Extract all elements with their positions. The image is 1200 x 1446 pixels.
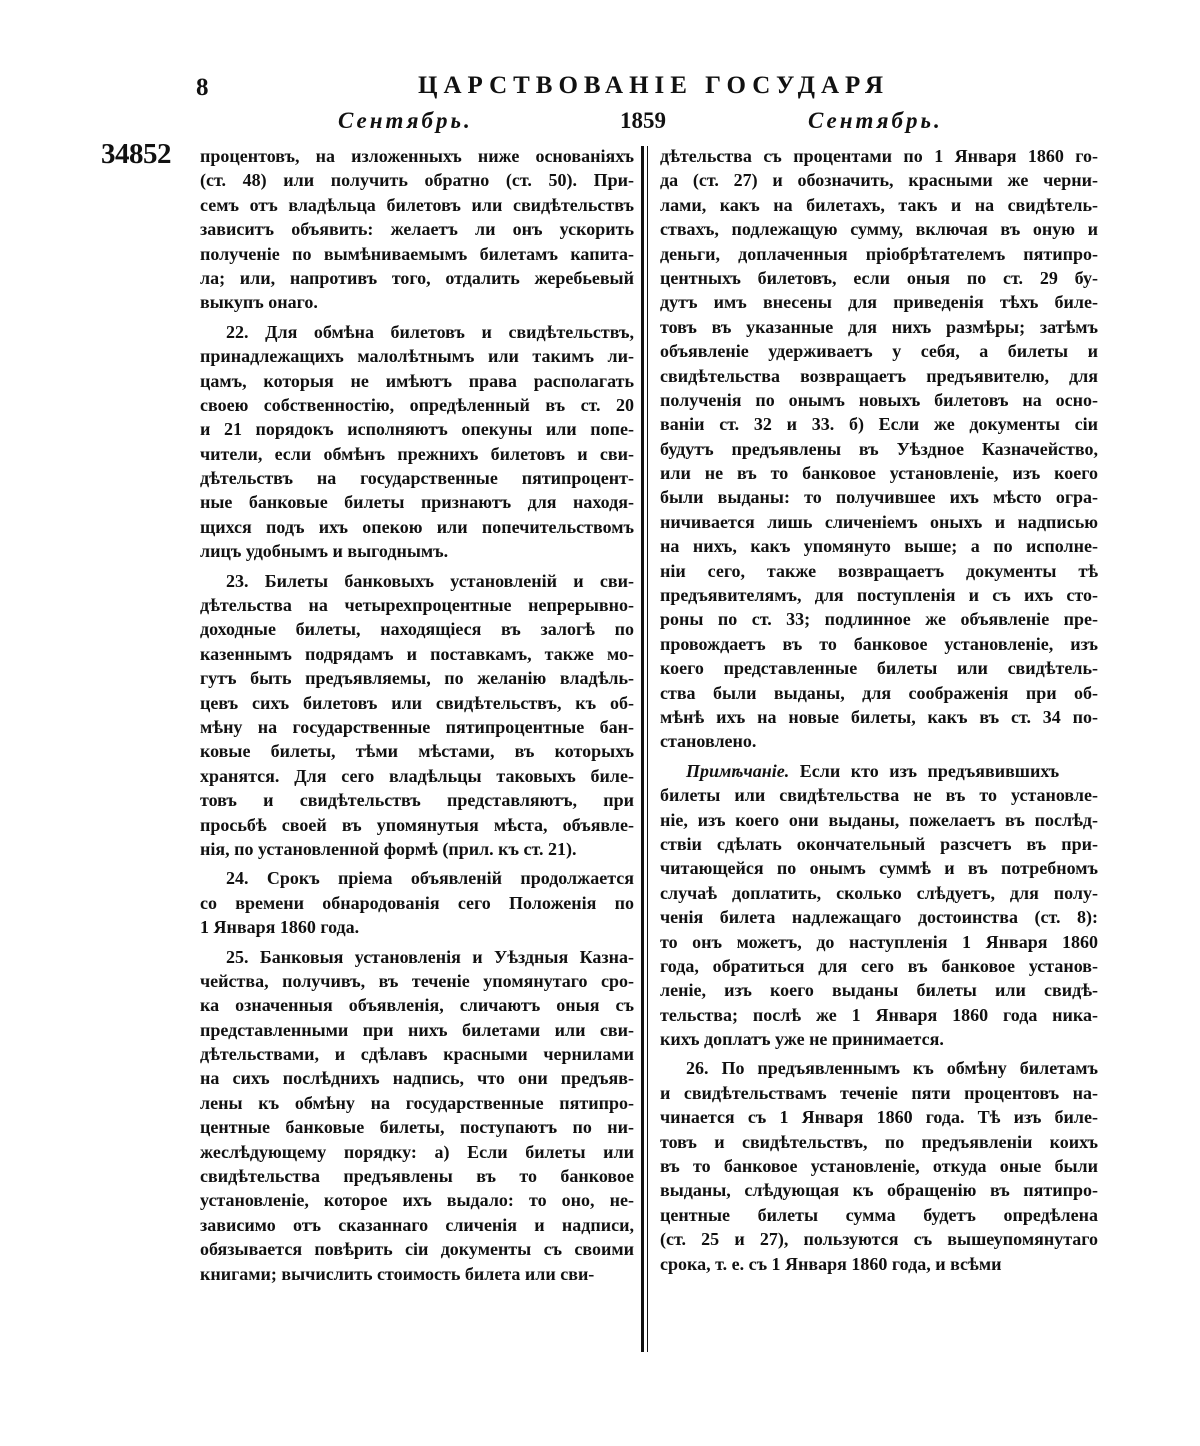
paragraph (660, 759, 1098, 1052)
text-line: и свидѣтельствамъ теченіе пяти процентовъ на- (660, 1082, 1098, 1103)
text-line: объявленіе удерживаетъ у себя, а билеты и (660, 341, 1098, 362)
text-line: цевъ сихъ билетовъ или свидѣтельствъ, къ об- (200, 692, 634, 713)
text-line: роны по ст. 33; подлинное же объявленіе пре- (660, 609, 1098, 630)
text-line: гутъ быть предъявляемы, по желанію владѣль- (200, 668, 634, 689)
text-line: предъявителямъ, для поступленія и съ ихъ сто- (660, 585, 1098, 606)
text-line: случаѣ доплатить, сколько слѣдуетъ, для полу- (660, 882, 1098, 903)
text-line: нія, по установленной формѣ (прил. къ ст. 21). (200, 838, 577, 859)
text-line: жеслѣдующему порядку: а) Если билеты или (200, 1141, 634, 1162)
text-line: деньги, доплаченныя пріобрѣтателемъ пятипро- (660, 243, 1098, 264)
text-line: лены къ обмѣну на государственные пятипро- (200, 1092, 634, 1113)
note-lead: Примѣчаніе. (686, 760, 790, 781)
text-line: казеннымъ подрядамъ и поставкамъ, также мо- (200, 643, 634, 664)
text-line: на нихъ, какъ упомянуто выше; а по исполне- (660, 536, 1098, 557)
text-line: въ то банковое установленіе, откуда оные были (660, 1156, 1098, 1177)
text-line: своею собственностію, опредѣленный въ ст. 20 (200, 394, 634, 415)
text-line: семъ отъ владѣльца билетовъ или свидѣтельствъ (200, 194, 634, 215)
text-line: хранятся. Для сего владѣльцы таковыхъ биле- (200, 765, 634, 786)
text-line: да (ст. 27) и обозначить, красными же черни- (660, 170, 1098, 191)
text-line: года, обратиться для сего въ банковое установ- (660, 955, 1098, 976)
text-line: центные банковые билеты, поступаютъ по ни- (200, 1117, 634, 1138)
text-line: товъ и свидѣтельствъ, по предъявленіи коихъ (660, 1131, 1098, 1152)
text-line: (ст. 25 и 27), пользуются съ вышеупомянутаго (660, 1229, 1098, 1250)
text-line: мѣнѣ ихъ на новые билеты, какъ въ ст. 34 по- (660, 706, 1098, 727)
text-line: центные билеты сумма будетъ опредѣлена (660, 1204, 1098, 1225)
column-divider-thin (647, 146, 648, 1352)
paragraph (200, 320, 634, 564)
text-line: зависитъ объявить: желаетъ ли онъ ускорить (200, 219, 634, 240)
text-line: дѣтельствами, и сдѣлавъ красными чернилами (200, 1044, 634, 1065)
paragraph (200, 569, 634, 862)
text-line: то онъ можетъ, до наступленія 1 Января 1860 (660, 931, 1098, 952)
text-line: лами, какъ на билетахъ, такъ и на свидѣтель- (660, 194, 1098, 215)
text-line: были выданы: то получившее ихъ мѣсто огра- (660, 487, 1098, 508)
text-line: установленіе, которое ихъ выдало: то оно, не- (200, 1190, 634, 1211)
text-line: книгами; вычислить стоимость билета или сви- (200, 1263, 595, 1284)
text-line: ченія билета надлежащаго достоинства (ст. 8): (660, 907, 1098, 928)
text-line: чители, если обмѣнъ прежнихъ билетовъ и сви- (200, 443, 634, 464)
text-line: чейства, получивъ, въ теченіе упомянутаго сро- (200, 970, 634, 991)
text-line: ніе, изъ коего они выданы, пожелаетъ въ послѣд- (660, 809, 1098, 830)
text-line: свидѣтельства предъявлены въ то банковое (200, 1166, 634, 1187)
text-line: ничивается лишь сличеніемъ оныхъ и надписью (660, 511, 1098, 532)
text-line: зависимо отъ сказаннаго сличенія и надписи, (200, 1214, 634, 1235)
paragraph (660, 1056, 1098, 1276)
text-line: просьбѣ своей въ упомянутыя мѣста, объявле- (200, 814, 634, 835)
text-line: дѣтельства съ процентами по 1 Января 1860 го- (660, 146, 1098, 166)
right-column (660, 144, 1098, 1281)
text-line: и 21 порядокъ исполняютъ опекуны или попе- (200, 419, 634, 440)
text-line: принадлежащихъ малолѣтнымъ или такимъ ли- (200, 346, 634, 367)
text-line: будутъ предъявлены въ Уѣздное Казначейство, (660, 438, 1098, 459)
text-line: ные банковые билеты признаютъ для находя- (200, 492, 634, 513)
running-title: ЦАРСТВОВАНІЕ ГОСУДАРЯ (418, 72, 890, 99)
text-line: товъ и свидѣтельствъ представляютъ, при (200, 790, 634, 811)
text-line: ства были выданы, для соображенія при об- (660, 682, 1098, 703)
text-line: 1 Января 1860 года. (200, 917, 360, 938)
text-line: выданы, слѣдующая къ обращенію въ пятипро- (660, 1180, 1098, 1201)
text-line: читающейся по онымъ суммѣ и въ потребномъ (660, 858, 1098, 879)
year: 1859 (620, 108, 666, 133)
text-line: коего представленные билеты или свидѣтель- (660, 658, 1098, 679)
text-line: ствіи сдѣлать окончательный разсчетъ въ при- (660, 833, 1098, 854)
text-line (660, 759, 1098, 783)
text-line: 24. Срокъ пріема объявленій продолжается (226, 868, 634, 889)
text-line: доходные билеты, находящіеся въ залогѣ по (200, 619, 634, 640)
text-line: (ст. 48) или получить обратно (ст. 50). При- (200, 170, 634, 191)
paragraph (200, 945, 634, 1286)
text-line: ка означенныя объявленія, сличаютъ оныя съ (200, 995, 634, 1016)
text-line: провождаетъ въ то банковое установленіе, изъ (660, 633, 1098, 654)
paragraph (660, 144, 1098, 754)
text-line: мѣну на государственные пятипроцентные бан- (200, 716, 634, 737)
text-line: на сихъ послѣднихъ надпись, что они предъяв- (200, 1068, 634, 1089)
text-line: билеты или свидѣтельства не въ то установле- (660, 785, 1098, 806)
text-line: ніи сего, также возвращаетъ документы тѣ (660, 560, 1098, 581)
text-line: лицъ удобнымъ и выгоднымъ. (200, 541, 449, 562)
text-line: щихся подъ ихъ опекою или попечительствомъ (200, 516, 634, 537)
paragraph (200, 144, 634, 315)
page-number: 8 (196, 74, 209, 101)
month-right: Сентябрь. (808, 108, 943, 133)
text-line: леніе, изъ коего выданы билеты или свидѣ- (660, 980, 1098, 1001)
text-line: дѣтельства на четырехпроцентные непрерывно- (200, 595, 634, 616)
text-line: выкупъ онаго. (200, 292, 318, 313)
text-line: центныхъ билетовъ, если оныя по ст. 29 бу- (660, 267, 1098, 288)
text-line: 25. Банковыя установленія и Уѣздныя Казна- (226, 946, 634, 967)
text-line: полученіе по вымѣниваемымъ билетамъ капита- (200, 243, 634, 264)
text-line: свидѣтельства возвращаетъ предъявителю, для (660, 365, 1098, 386)
text-line: ковые билеты, тѣми мѣстами, въ которыхъ (200, 741, 634, 762)
text-line: ваніи ст. 32 и 33. б) Если же документы сіи (660, 414, 1098, 435)
text-line: становлено. (660, 731, 757, 752)
text-line: дутъ имъ внесены для приведенія тѣхъ биле- (660, 292, 1098, 313)
text-line: 22. Для обмѣна билетовъ и свидѣтельствъ, (226, 321, 634, 342)
text-line: дѣтельствъ на государственные пятипроцент- (200, 468, 634, 489)
text-line: обязывается повѣрить сіи документы съ своими (200, 1239, 634, 1260)
document-number: 34852 (101, 138, 171, 170)
text-line: товъ въ указанные для нихъ размѣры; затѣмъ (660, 316, 1098, 337)
column-divider (641, 146, 644, 1352)
text-line: представленными при нихъ билетами или сви- (200, 1019, 634, 1040)
text-line: процентовъ, на изложенныхъ ниже основаніяхъ (200, 146, 634, 166)
text-line: 23. Билеты банковыхъ установленій и сви- (226, 570, 634, 591)
text-line: чинается съ 1 Января 1860 года. Тѣ изъ биле- (660, 1107, 1098, 1128)
text-line: срока, т. е. съ 1 Января 1860 года, и всѣми (660, 1253, 1002, 1274)
note-text: Если кто изъ предъявившихъ (799, 760, 1060, 781)
left-column (200, 144, 634, 1291)
text-line: 26. По предъявленнымъ къ обмѣну билетамъ (686, 1058, 1098, 1079)
paragraph (200, 866, 634, 939)
text-line: кихъ доплатъ уже не принимается. (660, 1029, 944, 1050)
text-line: цамъ, которыя не имѣютъ права располагать (200, 370, 634, 391)
text-line: или не въ то банковое установленіе, изъ коего (660, 463, 1098, 484)
text-line: ствахъ, подлежащую сумму, включая въ оную и (660, 219, 1098, 240)
text-line: ла; или, напротивъ того, отдалить жеребьевый (200, 267, 634, 288)
text-line: тельства; послѣ же 1 Января 1860 года ника- (660, 1004, 1098, 1025)
month-left: Сентябрь. (338, 108, 473, 133)
text-line: со времени обнародованія сего Положенія по (200, 892, 634, 913)
text-line: полученія по онымъ новыхъ билетовъ на осно- (660, 389, 1098, 410)
